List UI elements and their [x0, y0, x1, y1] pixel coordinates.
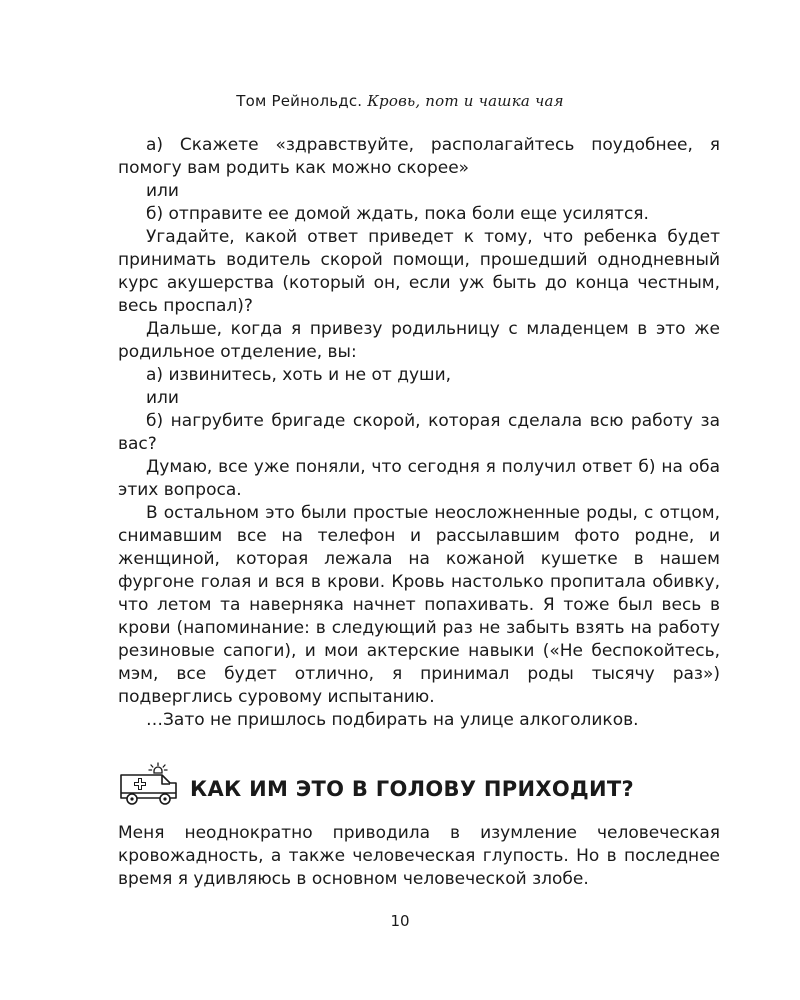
paragraph: Меня неоднократно приводила в изумление человеческая кровожадность, а также человеческая глупость. Но в последнее время я удивляюсь в основном человеческой злобе. [118, 823, 720, 889]
paragraph: или [146, 181, 179, 201]
paragraph: или [146, 388, 179, 408]
header-book-title: Кровь, пот и чашка чая [367, 92, 564, 110]
paragraph: …Зато не пришлось подбирать на улице алкоголиков. [146, 710, 639, 730]
paragraph: Думаю, все уже поняли, что сегодня я получил ответ б) на оба этих вопроса. [118, 457, 720, 500]
paragraph: Дальше, когда я привезу родильницу с младенцем в это же родильное отделение, вы: [118, 319, 720, 362]
body-text [118, 134, 720, 732]
paragraph: В остальном это были простые неосложненные роды, с отцом, снимавшим все на телефон и рассылавшим фото родне, и женщиной, которая лежала на кожаной кушетке в нашем фургоне голая и вся в крови. Кровь настолько пропитала обивку, что летом та наверняка начнет попахивать. Я тоже был весь в крови (напоминание: в следующий раз не забыть взять на работу резиновые сапоги), и мои актерские навыки («Не беспокойтесь, мэм, все будет отлично, я принимал роды тысячу раз») подверглись суровому испытанию. [118, 503, 720, 707]
header-author: Том Рейнольдс. [236, 92, 363, 110]
section-heading [118, 760, 720, 808]
ambulance-icon [118, 762, 180, 806]
paragraph: б) нагрубите бригаде скорой, которая сделала всю работу за вас? [118, 411, 720, 454]
section-heading-text: КАК ИМ ЭТО В ГОЛОВУ ПРИХОДИТ? [190, 777, 634, 801]
section-text [118, 822, 720, 891]
paragraph: б) отправите ее домой ждать, пока боли еще усилятся. [146, 204, 649, 224]
running-header [0, 92, 800, 110]
page-number: 10 [390, 912, 410, 930]
paragraph: Угадайте, какой ответ приведет к тому, что ребенка будет принимать водитель скорой помощи, прошедший однодневный курс акушерства (который он, если уж быть до конца честным, весь проспал)? [118, 227, 720, 316]
paragraph: а) извинитесь, хоть и не от души, [146, 365, 452, 385]
paragraph: а) Скажете «здравствуйте, располагайтесь поудобнее, я помогу вам родить как можно скорее» [118, 135, 720, 178]
